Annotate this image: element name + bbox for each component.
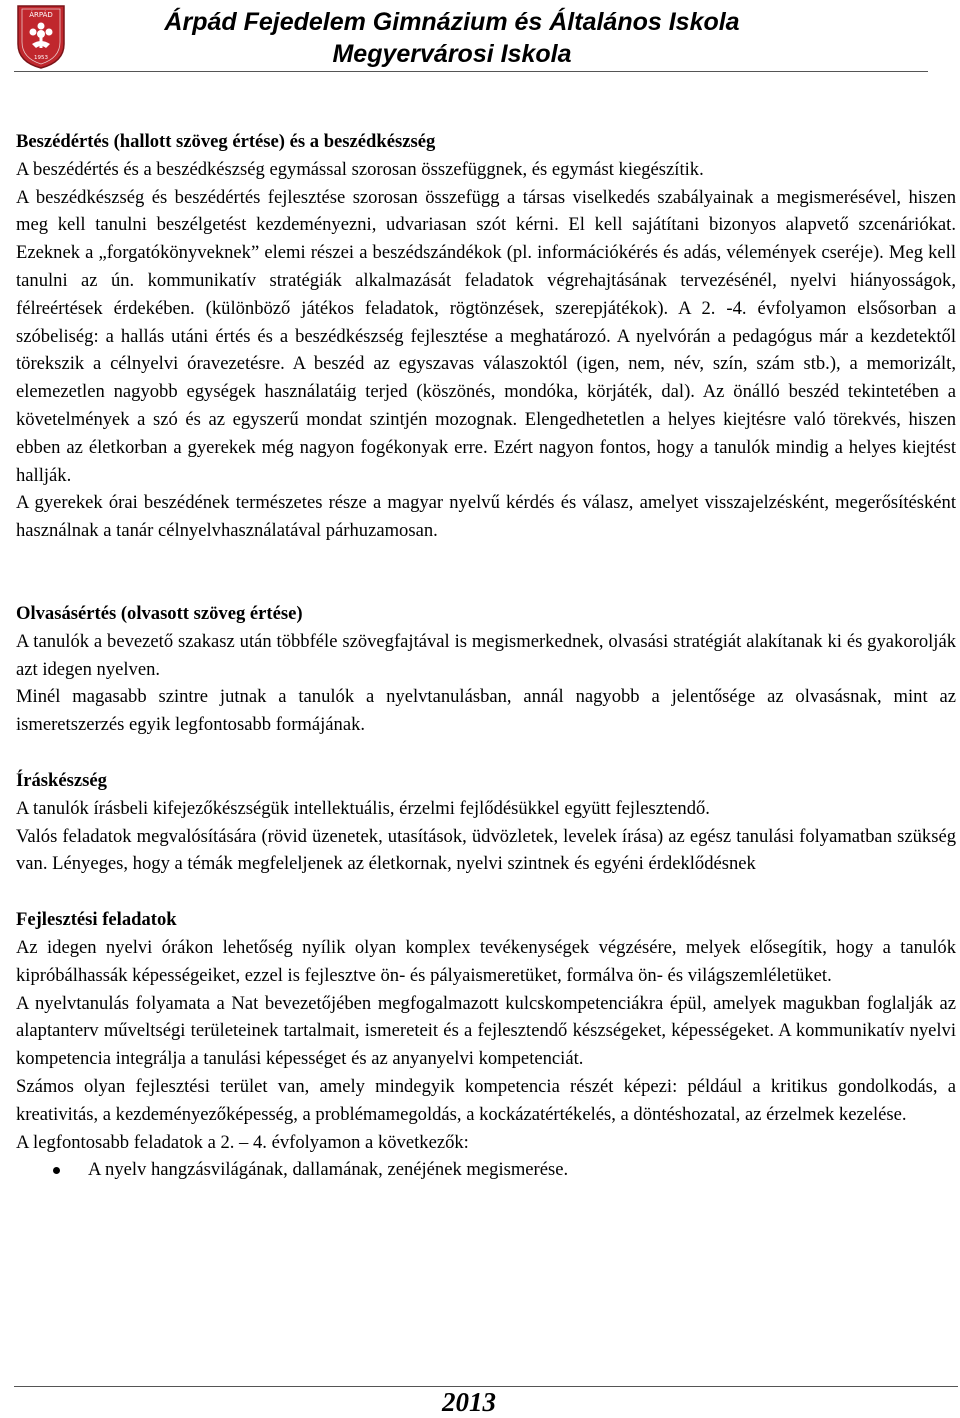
svg-text:1953: 1953 [34,55,48,61]
section-reading [16,600,956,739]
section-speaking [16,128,956,545]
paragraph: A gyerekek órai beszédének természetes része a magyar nyelvű kérdés és válasz, amelyet visszajelzésként, megerősítésként használnak a tanár célnyelvhasználatával párhuzamosan. [16,492,956,542]
section-writing [16,767,956,878]
paragraph: A legfontosabb feladatok a 2. – 4. évfolyamon a következők: [16,1131,469,1153]
paragraph: A beszédértés és a beszédkészség egymással szorosan összefüggnek, és egymást kiegészítik. [16,158,704,180]
paragraph: Számos olyan fejlesztési terület van, amely mindegyik kompetencia részét képezi: például a kritikus gondolkodás, a kreativitás, a kezdeményezőképesség, a problémamegoldás, a kockázatértékelés, a döntéshozatal, az érzelmek kezelése. [16,1075,956,1125]
section-heading-reading: Olvasásértés (olvasott szöveg értése) [16,602,303,624]
paragraph: A tanulók a bevezető szakasz után többféle szövegfajtával is megismerkednek, olvasási stratégiát alakítanak ki és gyakorolják azt idegen nyelven. [16,630,956,680]
section-heading-writing: Íráskészség [16,769,107,791]
school-title [72,6,832,70]
paragraph: A beszédkészség és beszédértés fejlesztése szorosan összefügg a társas viselkedés szabályainak a megismerésével, hiszen meg kell tanulni beszélgetést kezdeményezni, udvariasan szót kérni. El kell sajátítani bizonyos alapvető szcenáriókat. Ezeknek a „forgatókönyveknek” elemi részei a beszédszándékok (pl. információkérés és adás, vélemények cseréje). Meg kell tanulni az ún. kommunikatív stratégiák alkalmazását feladatok végrehajtásának tervezésénél, nyelvi hiányosságok, félreértések érdekében. (különböző játékos feladatok, rögtönzések, szerepjátékok). A 2. -4. évfolyamon elsősorban a szóbeliség: a hallás utáni értés és a beszédkészség fejlesztése a meghatározó. A nyelvórán a pedagógus már a kezdetektől törekszik a célnyelvi óravezetésre. A beszéd az egyszavas válaszoktól (igen, nem, név, szín, szám stb.), a memorizált, elemezetlen nagyobb egységek használatáig terjed (köszönés, mondóka, körjáték, dal). Az önálló beszéd tekintetében a követelmények a szó és az egyszerű mondat szintjén mozognak. Elengedhetetlen a helyes kiejtésre való törekvés, hiszen ebben az életkorban a gyerekek még nagyon fogékonyak erre. Ezért nagyon fontos, hogy a tanulók mindig a helyes kiejtést hallják. [16,186,956,486]
svg-text:ÁRPÁD: ÁRPÁD [29,11,53,19]
footer-year: 2013 [442,1387,496,1417]
page-header [0,0,960,74]
section-heading-speaking: Beszédértés (hallott szöveg értése) és a beszédkészség [16,131,436,152]
paragraph: Minél magasabb szintre jutnak a tanulók a nyelvtanulásban, annál nagyobb a jelentősége az olvasásnak, mint az ismeretszerzés egyik legfontosabb formájának. [16,686,956,736]
header-divider [14,71,928,72]
paragraph: A tanulók írásbeli kifejezőkészségük intellektuális, érzelmi fejlődésükkel együtt fejlesztendő. [16,797,710,819]
school-title-line2: Megyervárosi Iskola [332,40,572,68]
school-crest-logo [16,4,66,70]
paragraph: A nyelvtanulás folyamata a Nat bevezetőjében megfogalmazott kulcskompetenciákra épül, amelyek magukban foglalják az alaptanterv műveltségi területeinek tartalmait, ismereteit és a fejlesztendő készségeket, képességeket. A kommunikatív nyelvi kompetencia integrálja a tanulási képességet és az anyanyelvi kompetenciát. [16,992,956,1070]
paragraph: Valós feladatok megvalósítására (rövid üzenetek, utasítások, üdvözletek, levelek írása) az egész tanulási folyamatban szükség van. Lényeges, hogy a témák megfeleljenek az életkornak, nyelvi szintnek és egyéni érdeklődésnek [16,825,956,875]
school-title-line1: Árpád Fejedelem Gimnázium és Általános Iskola [164,8,740,36]
section-development [16,906,956,1184]
list-item-text: A nyelv hangzásvilágának, dallamának, zenéjének megismerése. [88,1159,569,1181]
list-item [16,1156,956,1184]
bullet-icon [53,1167,60,1174]
section-heading-development: Fejlesztési feladatok [16,909,177,931]
paragraph: Az idegen nyelvi órákon lehetőség nyílik olyan komplex tevékenységek végzésére, melyek elősegítik, hogy a tanulók kipróbálhassák képességeiket, ezzel is fejlesztve ön- és pályaismeretüket, formálva ön- és világszemléletüket. [16,936,956,986]
document-body [16,128,956,1184]
bullet-list [16,1156,956,1184]
